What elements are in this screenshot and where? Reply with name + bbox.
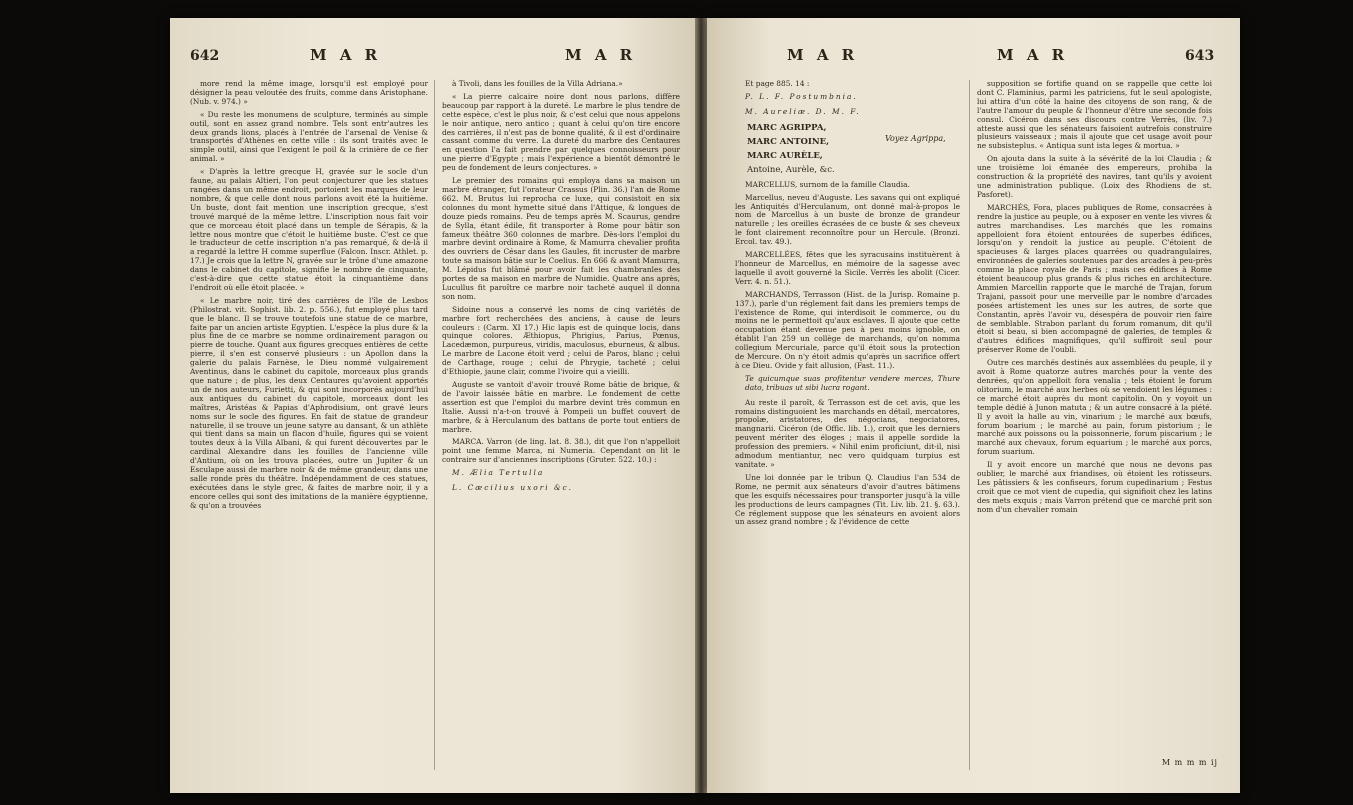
page-number-left: 642 (190, 48, 220, 64)
names-group (735, 123, 960, 175)
header-right-col2: M A R (997, 46, 1069, 64)
paragraph: « La pierre calcaire noire dont nous parlons, diffère beaucoup par rapport à la dureté. Le marbre le plus tendre de cette espèce, c'est le plus noir, & c'est celui que nous appelons le noir antique, nero antico ; quant à celui qu'on tire encore des carrières, il n'est pas de bonne qualité, & il est d'ordinaire cassant comme du verre. La dureté du marbre des Centaures en question l'a fait prendre par quelques connoisseurs pour une pierre d'Egypte ; mais l'expérience a bientôt démontré le peu de fondement de leurs conjectures. » (442, 91, 680, 173)
header-right-col1: M A R (787, 46, 859, 64)
paragraph: MARCELLÉES, fêtes que les syracusains instituèrent à l'honneur de Marcellus, en mémoire de la sagesse avec laquelle il avoit gouverné la Sicile. Verrès les abolit (Cicer. Verr. 4. n. 51.). (735, 250, 960, 286)
paragraph: Le premier des romains qui employa dans sa maison un marbre étranger, fut l'orateur Crassus (Plin. 36.) l'an de Rome 662. M. Brutus lui reprocha ce luxe, qui consistoit en six colonnes du mont hymette situé dans l'Attique, & longues de douze pieds romains. Peu de temps après M. Scaurus, gendre de Sylla, étant édile, fit transporter à Rome pour bâtir son fameux théâtre 360 colonnes de marbre. Dès-lors l'emploi du marbre devint ordinaire à Rome, & Mamurra chevalier profita des ouvriers de César dans les Gaules, fit incruster de marbre toute sa maison bâtie sur le Coelius. En 666 & avant Mamurra, M. Lépidus fut blâmé pour avoir fait les chambranles des portes de sa maison en marbre de Numidie. Quatre ans après, Lucullus fit paroître ce marbre noir tacheté auquel il donna son nom. (442, 176, 680, 301)
see-reference: Voyez Agrippa, (885, 133, 946, 143)
paragraph: Auguste se vantoit d'avoir trouvé Rome bâtie de brique, & de l'avoir laissée bâtie en marbre. Le fondement de cette assertion est que l'emploi du marbre devint très commun en Italie. Aussi n'a-t-on trouvé à Pompeii un buffet couvert de marbre, & à Herculanum des battans de porte tout entiers de marbre. (442, 380, 680, 434)
page-number-right: 643 (1185, 48, 1215, 64)
paragraph: Au reste il paroît, & Terrasson est de cet avis, que les romains distinguoient les marchands en détail, mercatores, propolæ, aristatores, des négocians, negociatores, mangnarii. Cicéron (de Offic. lib. 1.), croit que les derniers peuvent mériter des éloges ; mais il appelle sordide la profession des premiers. « Nihil enim proficiunt, dit-il, nisi admodum mentiantur, nec vero quidquam turpius est vanitate. » (735, 397, 960, 469)
paragraph: supposition se fortifie quand on se rappelle que cette loi dont C. Flaminius, parmi les patriciens, fut le seul apologiste, lui attira d'un côté la haine des citoyens de son rang, & de l'autre l'amour du peuple & l'honneur d'être une seconde fois consul. Cicéron dans ses discours contre Verrès, (liv. 7.) atteste aussi que les sénateurs faisoient autrefois construire plusieurs vaisseaux ; mais il ajoute que cet usage avoit pour ne subsisteplus. « Antiqua sunt ista leges & mortua. » (977, 79, 1212, 151)
left-page-column-2 (442, 80, 680, 499)
paragraph: « Le marbre noir, tiré des carrières de l'île de Lesbos (Philostrat. vit. Sophist. lib. 2. p. 556.), fut employé plus tard que le blanc. Il se trouve toutefois une statue de ce marbre, faite par un ancien artiste Egyptien. L'espèce la plus dure & la plus fine de ce marbre se nomme ordinairement paragon ou pierre de touche. Quant aux figures grecques entières de cette pierre, il s'en est conservé plusieurs : un Apollon dans la galerie du palais Farnèse, le Dieu nommé vulgairement Aventinus, dans le cabinet du capitole, morceaux plus grands que nature ; de plus, les deux Centaures qu'avoient apportés un de nos auteurs, Furietti, & qui sont incorporés aujourd'hui aux antiques du cabinet du capitole, morceaux dont les maîtres, Aristéas & Papias d'Aphrodisium, ont gravé leurs noms sur le socle des figures. En fait de statue de grandeur naturelle, il se trouve un jeune satyre au dansant, & un athlète qui tient dans sa main un flacon d'huile, figures qui se voient toutes deux à la Villa Albani, & qui furent découvertes par le cardinal Alexandre dans les fouilles de l'ancienne ville d'Antium, où on les trouva placées, outre un Jupiter & un Esculape aussi de marbre noir & de même grandeur, dans une salle ronde près du théâtre. Indépendamment de ces statues, exécutées dans le style grec, & faites de marbre noir, il y a encore celles qui sont des imitations de la manière égyptienne, & qu'on a trouvées (190, 295, 428, 510)
verse-quote: Te quicumque suas profitentur vendere merces, Thure dato, tribuas ut sibi lucra rogant. (745, 373, 960, 392)
paragraph: à Tivoli, dans les fouilles de la Villa Adriana.» (452, 79, 623, 88)
paragraph: Sidoine nous a conservé les noms de cinq variétés de marbre fort recherchées des anciens, à cause de leurs couleurs : (Carm. XI 17.) Hic lapis est de quinque locis, dans quinque colores. Æthiopus, Phrigius, Parius, Pœnus, Lacedæmon, purpureus, viridis, maculosus, eburneus, & albus. Le marbre de Lacone étoit verd ; celui de Paros, blanc ; celui de Carthage, rouge ; celui de Phrygie, tacheté ; celui d'Ethiopie, jaune clair, comme l'ivoire qui a vieilli. (442, 304, 680, 377)
inscription: P. L. F. Postumbnia. (745, 91, 858, 101)
paragraph: « Du reste les monumens de sculpture, terminés au simple outil, sont en assez grand nombre. Tels sont entr'autres les deux grands lions, placés à l'entrée de l'arsenal de Venise & transportés d'Athènes en cette ville : ils sont traités avec le simple outil, ainsi que l'exigent le poil & la crinière de ce fier animal. » (190, 109, 428, 164)
paragraph: Marcellus, neveu d'Auguste. Les savans qui ont expliqué les Antiquités d'Herculanum, ont donné mal-à-propos le nom de Marcellus à un buste de bronze de grandeur naturelle ; les oreilles écrasées de ce buste & ses cheveux le font clairement reconnoître pour un Hercule. (Bronzi. Ercol. tav. 49.). (735, 192, 960, 247)
paragraph: Outre ces marchés destinés aux assemblées du peuple, il y avoit à Rome quatorze autres marchés pour la vente des denrées, qu'on appelloit fora venalia ; tels étoient le forum olitorium, le marché aux herbes où se vendoient les légumes : ce marché étoit auprès du mont capitolin. On y voyoit un temple dédié à Junon matuta ; & un autre consacré à la piété. Il y avoit la halle au vin, vinarium ; le marché aux bœufs, forum boarium ; le marché au pain, forum pistorium ; le marché aux poissons ou la poissonnerie, forum piscarium ; le marché aux chevaux, forum equarium ; le marché aux porcs, forum suarium. (977, 358, 1212, 457)
paragraph: On ajouta dans la suite à la sévérité de la loi Claudia ; & une troisième loi émanée des empereurs, prohiba la construction & la propriété des navires, tant qu'ils y avoient une administration publique. (Loix des Rhodiens de st. Pasforet). (977, 154, 1212, 199)
signature-mark: M m m m ij (1161, 758, 1218, 767)
inscription: L. Cæcilius uxori &c. (452, 483, 574, 493)
paragraph: MARCHANDS, Terrasson (Hist. de la Jurisp. Romaine p. 137.), parle d'un réglement fait dans les premiers temps de l'existence de Rome, qui interdisoit le commerce, ou du moins ne le permettoit qu'aux esclaves. Il ajoute que cette occupation étant devenue peu à peu moins ignoble, on établit l'an 259 un collège de marchands, qu'on nomma collegium Mercuriale, parce qu'il étoit sous la protection de Mercure. On n'y étoit admis qu'après un sacrifice offert à ce Dieu. Ovide y fait allusion, (Fast. 11.). (735, 289, 960, 370)
header-left-col2: M A R (565, 46, 637, 64)
book-spread (150, 18, 1250, 793)
right-page (707, 18, 1240, 793)
left-page (170, 18, 695, 793)
name-entry: MARC AGRIPPA, (747, 122, 827, 133)
paragraph: Il y avoit encore un marché que nous ne devons pas oublier, le marché aux friandises, où étoient les rotisseurs. Les pâtissiers & les confiseurs, forum cupedinarium ; Festus croit que ce mot vient de cupedia, qui signifioit chez les latins des mets exquis ; mais Varron prétend que ce marché prit son nom d'un chevalier romain (977, 460, 1212, 514)
inscription: M. Ælia Tertulla (452, 468, 545, 478)
paragraph: MARCHÉS, Fora, places publiques de Rome, consacrées à rendre la justice au peuple, ou à exposer en vente les vivres & autres marchandises. Les marchés que les romains appelloient fora étoient entourées de superbes édifices, lorsqu'on y rendoit la justice au peuple. C'étoient de spacieuses & larges places quarrées ou quadrangulaires, environnées de galeries soutenues par des arcades à peu-près comme la place royale de Paris ; mais ces édifices à Rome étoient beaucoup plus grands & plus riches en architecture. Ammien Marcellin rapporte que le marché de Trajan, forum Trajani, passoit pour une merveille par le nombre d'arcades posées artistement les unes sur les autres, de sorte que Constantin, après l'avoir vu, désespéra de pouvoir rien faire de semblable. Strabon parlant du forum romanum, dit qu'il étoit si beau, si bien accompagné de galeries, de temples & d'autres édifices magnifiques, qu'il suffiroit seul pour préserver Rome de l'oubli. (977, 202, 1212, 355)
paragraph: « D'après la lettre grecque H, gravée sur le socle d'un faune, au palais Altieri, l'on peut conjecturer que les statues rangées dans un même endroit, portoient les marques de leur nombre, & que celle dont nous parlons avoit été la huitième. Un buste, dont fait mention une inscription grecque, s'est trouvé marqué de la même lettre. L'inscription nous fait voir que ce morceau étoit placé dans un temple de Sérapis, & la lettre nous montre que c'étoit le huitième buste. C'est ce que le traducteur de cette inscription n'a pas remarqué, & de-là il a regardé la lettre H comme superflue (Falcon. Inscr. Athlet. p. 17.) Je crois que la lettre N, gravée sur le trône d'une amazone dans le cabinet du capitole, signifie le nombre de cinquante, c'est-à-dire que cette statue étoit la cinquantième dans l'endroit où elle étoit placée. » (190, 167, 428, 292)
name-entry: MARC AURÈLE, (747, 150, 823, 161)
paragraph: more rend la même image, lorsqu'il est employé pour désigner la peau veloutée des fruits, comme dans Aristophane. (Nub. v. 974.) » (190, 79, 428, 106)
paragraph: Une loi donnée par le tribun Q. Claudius l'an 534 de Rome, ne permit aux sénateurs d'avoir d'autres bâtimens que les esquifs nécessaires pour transporter jusqu'à la ville les productions de leurs campagnes (Tit. Liv. lib. 21. §. 63.). Ce réglement suppose que les sénateurs en avoient alors un assez grand nombre ; & l'évidence de cette (735, 472, 960, 527)
column-divider (969, 80, 970, 770)
header-left-col1: M A R (310, 46, 382, 64)
left-page-column-1 (190, 80, 428, 515)
column-divider (434, 80, 435, 770)
name-entry: Antoine, Aurèle, &c. (747, 164, 835, 175)
right-page-column-1 (735, 80, 960, 531)
paragraph: MARCELLUS, surnom de la famille Claudia. (745, 179, 910, 189)
paragraph: Et page 885. 14 : (745, 79, 810, 88)
inscription: M. Aureliæ. D. M. F. (745, 106, 861, 116)
name-entry: MARC ANTOINE, (747, 136, 830, 147)
paragraph: MARCA. Varron (de ling. lat. 8. 38.), dit que l'on n'appelloit point une femme Marca, ni Numeria. Cependant on lit le contraire sur d'anciennes inscriptions (Gruter. 522. 10.) : (442, 437, 680, 465)
book-gutter (695, 18, 707, 793)
right-page-column-2 (977, 80, 1212, 519)
